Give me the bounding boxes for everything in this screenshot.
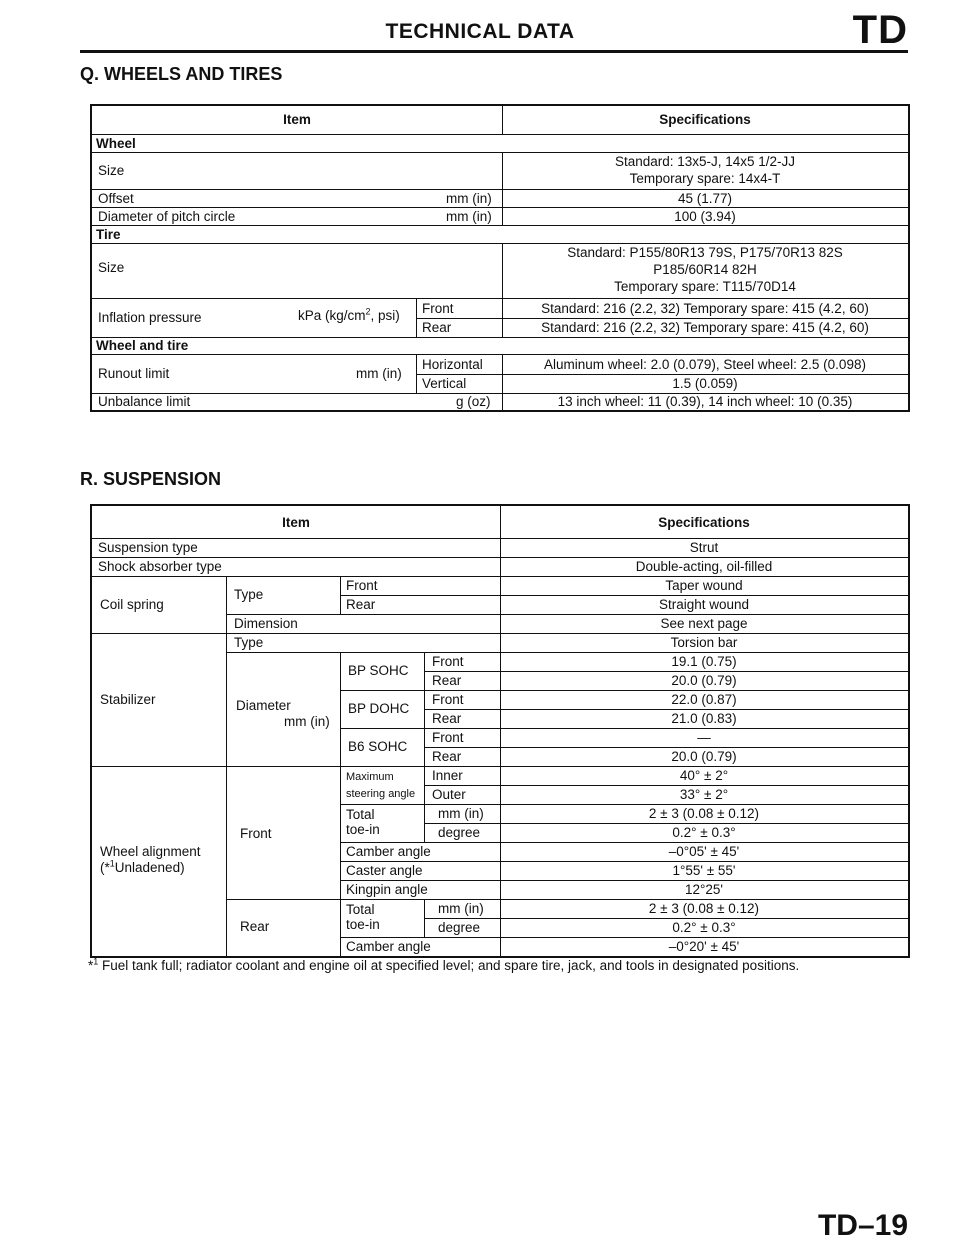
col-spec-header: Specifications — [659, 112, 751, 127]
wheel-tire-group-label: Wheel and tire — [96, 338, 189, 353]
bp-dohc-rear-label: Rear — [432, 711, 462, 726]
coil-dimension-spec: See next page — [660, 616, 748, 631]
shock-type-spec: Double-acting, oil-filled — [635, 559, 773, 574]
suspension-section-title: R. SUSPENSION — [80, 469, 222, 489]
front-toe-degree-spec: 0.2° ± 0.3° — [672, 825, 736, 840]
inflation-rear-spec: Standard: 216 (2.2, 32) Temporary spare: 415 (4.2, 60) — [541, 320, 869, 335]
tire-size-spec-2: P185/60R14 82H — [653, 262, 757, 277]
stabilizer-type-label: Type — [234, 635, 264, 650]
inner-label: Inner — [432, 768, 463, 783]
b6-sohc-label: B6 SOHC — [348, 739, 408, 754]
rear-camber-spec: –0°20' ± 45' — [668, 939, 740, 954]
rear-toe-mm-label: mm (in) — [438, 901, 484, 916]
unbalance-spec: 13 inch wheel: 11 (0.39), 14 inch wheel: 10 (0.35) — [557, 394, 853, 409]
offset-spec: 45 (1.77) — [677, 191, 733, 206]
front-toe-mm-spec: 2 ± 3 (0.08 ± 0.12) — [648, 806, 760, 821]
front-toe-mm-label: mm (in) — [438, 806, 484, 821]
front-toe-degree-label: degree — [438, 825, 481, 840]
coil-front-label: Front — [346, 578, 378, 593]
max-steering-label-1: Maximum — [346, 771, 394, 783]
max-steering-label-2: steering angle — [346, 788, 416, 800]
diameter-label: Diameter — [236, 698, 291, 713]
front-camber-spec: –0°05' ± 45' — [668, 844, 740, 859]
footnote: *$^1$ Fuel tank full; radiator coolant and engine oil at specified level; and spare tire, jack, and tools in designated positions. — [88, 956, 800, 973]
rear-camber-label: Camber angle — [346, 939, 431, 954]
bp-dohc-label: BP DOHC — [348, 701, 410, 716]
susp-col-item-header: Item — [282, 515, 310, 530]
inflation-label: Inflation pressure — [98, 310, 202, 325]
inflation-front-spec: Standard: 216 (2.2, 32) Temporary spare: 415 (4.2, 60) — [541, 301, 869, 316]
coil-rear-spec: Straight wound — [658, 597, 750, 612]
suspension-type-spec: Strut — [689, 540, 719, 555]
unbalance-unit: g (oz) — [456, 394, 491, 409]
bp-sohc-rear-label: Rear — [432, 673, 462, 688]
rear-toe-mm-spec: 2 ± 3 (0.08 ± 0.12) — [648, 901, 760, 916]
runout-vertical-label: Vertical — [422, 376, 467, 391]
runout-label: Runout limit — [98, 366, 170, 381]
stabilizer-type-spec: Torsion bar — [670, 635, 738, 650]
coil-rear-label: Rear — [346, 597, 376, 612]
front-camber-label: Camber angle — [346, 844, 431, 859]
bp-sohc-front-spec: 19.1 (0.75) — [671, 654, 737, 669]
b6-sohc-front-spec: — — [697, 730, 711, 745]
pcd-spec: 100 (3.94) — [674, 209, 736, 224]
rear-toe-degree-label: degree — [438, 920, 481, 935]
coil-spring-label: Coil spring — [100, 597, 164, 612]
rear-toe-in-label: toe-in — [346, 917, 380, 932]
wheels-table — [90, 104, 910, 412]
runout-unit: mm (in) — [356, 366, 402, 381]
rear-toe-degree-spec: 0.2° ± 0.3° — [672, 920, 736, 935]
rear-total-label: Total — [346, 902, 375, 917]
inflation-unit: kPa ($kg/cm^2$, psi) — [298, 306, 400, 323]
shock-type-label: Shock absorber type — [98, 559, 222, 574]
pcd-unit: mm (in) — [446, 209, 492, 224]
outer-label: Outer — [432, 787, 466, 802]
header-rule — [80, 50, 908, 53]
offset-label: Offset — [98, 191, 134, 206]
stabilizer-label: Stabilizer — [100, 692, 156, 707]
tire-size-label: Size — [98, 260, 125, 275]
susp-col-spec-header: Specifications — [658, 515, 750, 530]
kingpin-label: Kingpin angle — [346, 882, 428, 897]
alignment-rear-label: Rear — [240, 919, 270, 934]
wheel-group-label: Wheel — [96, 136, 136, 151]
b6-sohc-rear-spec: 20.0 (0.79) — [671, 749, 737, 764]
coil-dimension-label: Dimension — [234, 616, 298, 631]
front-total-label: Total — [346, 807, 375, 822]
bp-sohc-rear-spec: 20.0 (0.79) — [671, 673, 737, 688]
col-item-header: Item — [283, 112, 311, 127]
tire-group-label: Tire — [96, 227, 121, 242]
caster-label: Caster angle — [346, 863, 423, 878]
inner-spec: 40° ± 2° — [679, 768, 729, 783]
suspension-type-label: Suspension type — [98, 540, 198, 555]
outer-spec: 33° ± 2° — [679, 787, 729, 802]
coil-front-spec: Taper wound — [665, 578, 743, 593]
page-number: TD–19 — [817, 1209, 908, 1242]
wheel-alignment-note: (*$^1$Unladened) — [100, 858, 185, 875]
suspension-table — [90, 504, 910, 958]
runout-vertical-spec: 1.5 (0.059) — [672, 376, 738, 391]
bp-sohc-label: BP SOHC — [348, 663, 409, 678]
bp-sohc-front-label: Front — [432, 654, 464, 669]
front-toe-in-label: toe-in — [346, 822, 380, 837]
inflation-rear-label: Rear — [422, 320, 452, 335]
offset-unit: mm (in) — [446, 191, 492, 206]
wheels-section-title: Q. WHEELS AND TIRES — [80, 64, 283, 84]
wheel-size-spec-1: Standard: 13x5-J, 14x5 1/2-JJ — [614, 154, 796, 169]
tire-size-spec-1: Standard: P155/80R13 79S, P175/70R13 82S — [567, 245, 843, 260]
runout-horizontal-label: Horizontal — [422, 357, 483, 372]
section-code: TD — [852, 8, 908, 52]
pcd-label: Diameter of pitch circle — [98, 209, 236, 224]
bp-dohc-front-spec: 22.0 (0.87) — [671, 692, 737, 707]
diameter-unit: mm (in) — [284, 714, 330, 729]
page-header-title: TECHNICAL DATA — [385, 20, 575, 43]
wheel-alignment-label: Wheel alignment — [100, 844, 201, 859]
tire-size-spec-3: Temporary spare: T115/70D14 — [614, 279, 796, 294]
caster-spec: 1°55' ± 55' — [672, 863, 736, 878]
runout-horizontal-spec: Aluminum wheel: 2.0 (0.079), Steel wheel: 2.5 (0.098) — [544, 357, 866, 372]
bp-dohc-front-label: Front — [432, 692, 464, 707]
b6-sohc-front-label: Front — [432, 730, 464, 745]
alignment-front-label: Front — [240, 826, 272, 841]
kingpin-spec: 12°25' — [684, 882, 723, 897]
inflation-front-label: Front — [422, 301, 454, 316]
bp-dohc-rear-spec: 21.0 (0.83) — [671, 711, 737, 726]
b6-sohc-rear-label: Rear — [432, 749, 462, 764]
coil-type-label: Type — [234, 587, 264, 602]
wheel-size-spec-2: Temporary spare: 14x4-T — [629, 171, 781, 186]
unbalance-label: Unbalance limit — [98, 394, 191, 409]
wheel-size-label: Size — [98, 163, 125, 178]
